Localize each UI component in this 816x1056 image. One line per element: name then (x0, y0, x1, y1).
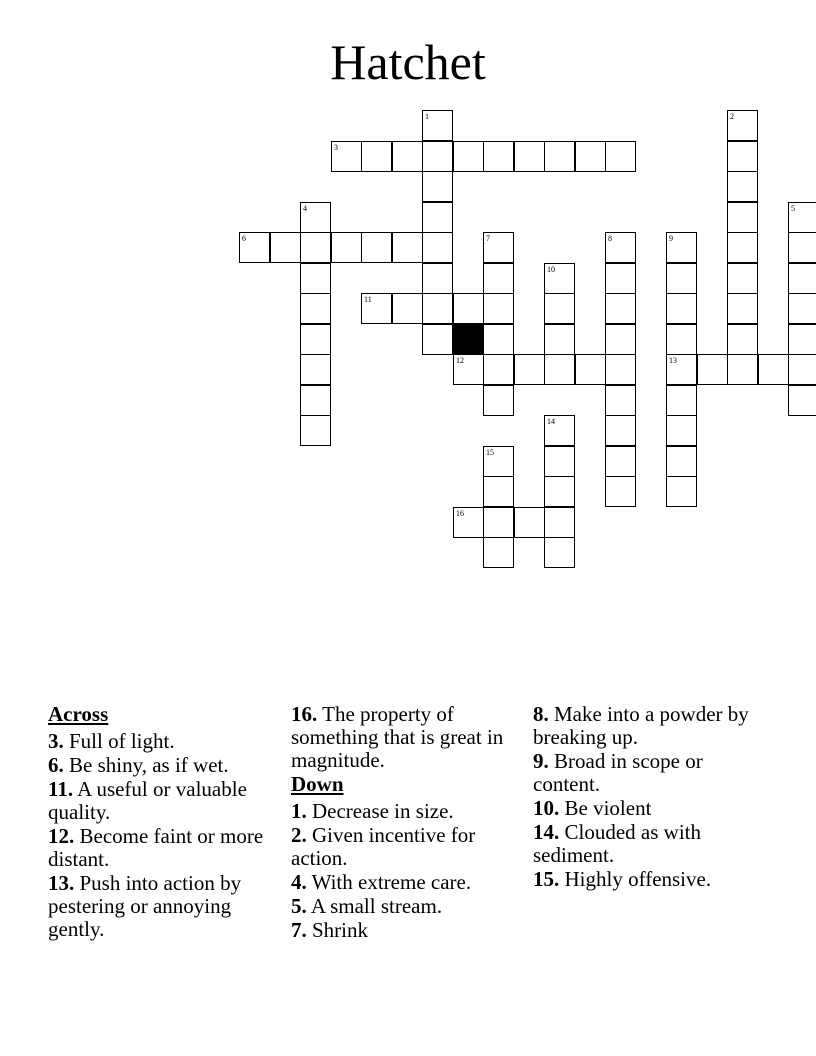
grid-cell[interactable] (422, 202, 453, 233)
grid-cell[interactable] (270, 232, 301, 263)
grid-cell[interactable] (453, 141, 484, 172)
clue-text: Clouded as with sediment. (533, 820, 701, 867)
clue-number-label: 5 (791, 204, 795, 213)
grid-cell[interactable] (727, 202, 758, 233)
grid-cell[interactable] (392, 141, 423, 172)
grid-cell[interactable] (666, 476, 697, 507)
grid-cell[interactable] (483, 141, 514, 172)
grid-cell[interactable] (788, 232, 816, 263)
grid-cell[interactable] (422, 141, 453, 172)
grid-cell[interactable] (788, 202, 816, 233)
grid-cell[interactable] (727, 232, 758, 263)
clue-number: 11. (48, 777, 74, 801)
grid-cell[interactable] (605, 415, 636, 446)
clue-item (291, 871, 529, 894)
clue-item (291, 703, 529, 772)
clue-number: 1. (291, 799, 307, 823)
grid-cell[interactable] (483, 385, 514, 416)
grid-cell[interactable] (483, 507, 514, 538)
clue-text: With extreme care. (306, 870, 472, 894)
grid-cell[interactable] (605, 476, 636, 507)
clue-number: 8. (533, 702, 549, 726)
grid-cell[interactable] (666, 385, 697, 416)
grid-cell[interactable] (727, 354, 758, 385)
black-square (453, 324, 484, 355)
clue-item (533, 821, 771, 867)
across-heading: Across (48, 702, 109, 726)
clue-item (533, 703, 771, 749)
grid-cell[interactable] (453, 354, 484, 385)
grid-cell[interactable] (422, 293, 453, 324)
grid-cell[interactable] (392, 293, 423, 324)
clues-column-2 (291, 703, 529, 943)
grid-cell[interactable] (483, 263, 514, 294)
clue-number-label: 3 (334, 143, 338, 152)
clue-item (291, 919, 529, 942)
clue-item (533, 750, 771, 796)
grid-cell[interactable] (453, 293, 484, 324)
clue-number-label: 13 (669, 356, 677, 365)
grid-cell[interactable] (605, 263, 636, 294)
grid-cell[interactable] (727, 263, 758, 294)
grid-cell[interactable] (422, 110, 453, 141)
grid-cell[interactable] (575, 354, 606, 385)
clue-number-label: 9 (669, 234, 673, 243)
grid-cell[interactable] (666, 446, 697, 477)
grid-cell[interactable] (605, 446, 636, 477)
across-clue-list-continued (291, 703, 529, 772)
grid-cell[interactable] (544, 293, 575, 324)
grid-cell[interactable] (483, 232, 514, 263)
clue-text: Full of light. (63, 729, 175, 753)
grid-cell[interactable] (483, 324, 514, 355)
clue-number: 5. (291, 894, 307, 918)
grid-cell[interactable] (544, 263, 575, 294)
grid-cell[interactable] (300, 415, 331, 446)
clue-item (48, 730, 286, 753)
grid-cell[interactable] (605, 141, 636, 172)
grid-cell[interactable] (605, 385, 636, 416)
clue-text: Broad in scope or content. (533, 749, 703, 796)
clue-item (291, 800, 529, 823)
grid-cell[interactable] (727, 110, 758, 141)
grid-cell[interactable] (788, 354, 816, 385)
clue-item (533, 868, 771, 891)
clue-number-label: 4 (303, 204, 307, 213)
clue-number: 10. (533, 796, 560, 820)
grid-cell[interactable] (422, 171, 453, 202)
grid-cell[interactable] (239, 232, 270, 263)
grid-cell[interactable] (666, 354, 697, 385)
grid-cell[interactable] (361, 293, 392, 324)
clue-number: 14. (533, 820, 560, 844)
clue-number: 13. (48, 871, 75, 895)
grid-cell[interactable] (544, 476, 575, 507)
grid-cell[interactable] (727, 171, 758, 202)
clue-text: Make into a powder by breaking up. (533, 702, 749, 749)
clue-text: Become faint or more distant. (48, 824, 264, 871)
grid-cell[interactable] (605, 354, 636, 385)
grid-cell[interactable] (514, 354, 545, 385)
clue-number: 16. (291, 702, 318, 726)
grid-cell[interactable] (544, 141, 575, 172)
clue-number-label: 1 (425, 112, 429, 121)
grid-cell[interactable] (514, 141, 545, 172)
grid-cell[interactable] (697, 354, 728, 385)
grid-cell[interactable] (453, 507, 484, 538)
clue-number: 9. (533, 749, 549, 773)
grid-cell[interactable] (666, 415, 697, 446)
clues-column-3 (533, 703, 771, 892)
grid-cell[interactable] (300, 263, 331, 294)
grid-cell[interactable] (483, 354, 514, 385)
clue-text: Push into action by pestering or annoying gently. (48, 871, 242, 941)
clue-text: A small stream. (306, 894, 443, 918)
clue-text: Be shiny, as if wet. (63, 753, 229, 777)
grid-cell[interactable] (727, 293, 758, 324)
grid-cell[interactable] (544, 415, 575, 446)
clue-item (291, 824, 529, 870)
clue-text: The property of something that is great in magnitude. (291, 702, 504, 772)
clue-number-label: 14 (547, 417, 555, 426)
puzzle-title: Hatchet (330, 34, 486, 90)
clue-text: A useful or valuable quality. (48, 777, 247, 824)
clue-item (48, 825, 286, 871)
grid-cell[interactable] (575, 141, 606, 172)
grid-cell[interactable] (361, 141, 392, 172)
grid-cell[interactable] (483, 446, 514, 477)
clue-text: Highly offensive. (559, 867, 712, 891)
grid-cell[interactable] (788, 324, 816, 355)
grid-cell[interactable] (666, 232, 697, 263)
clue-number-label: 11 (364, 295, 372, 304)
grid-cell[interactable] (300, 354, 331, 385)
clue-number: 3. (48, 729, 64, 753)
grid-cell[interactable] (300, 202, 331, 233)
clue-number: 4. (291, 870, 307, 894)
grid-cell[interactable] (758, 354, 789, 385)
clue-item (48, 778, 286, 824)
grid-cell[interactable] (483, 537, 514, 568)
clue-number-label: 6 (242, 234, 246, 243)
clue-number-label: 15 (486, 448, 494, 457)
grid-cell[interactable] (544, 537, 575, 568)
grid-cell[interactable] (605, 324, 636, 355)
clue-item (48, 872, 286, 941)
grid-cell[interactable] (727, 141, 758, 172)
grid-cell[interactable] (544, 354, 575, 385)
clue-number-label: 12 (456, 356, 464, 365)
grid-cell[interactable] (483, 476, 514, 507)
grid-cell[interactable] (788, 385, 816, 416)
clue-number-label: 2 (730, 112, 734, 121)
grid-cell[interactable] (422, 263, 453, 294)
clue-number-label: 7 (486, 234, 490, 243)
grid-cell[interactable] (514, 507, 545, 538)
grid-cell[interactable] (300, 385, 331, 416)
grid-cell[interactable] (666, 324, 697, 355)
grid-cell[interactable] (544, 324, 575, 355)
clue-number: 2. (291, 823, 307, 847)
grid-cell[interactable] (544, 507, 575, 538)
grid-cell[interactable] (422, 324, 453, 355)
grid-cell[interactable] (361, 232, 392, 263)
grid-cell[interactable] (544, 446, 575, 477)
grid-cell[interactable] (392, 232, 423, 263)
down-clue-list-continued (533, 703, 771, 891)
grid-cell[interactable] (605, 232, 636, 263)
grid-cell[interactable] (483, 293, 514, 324)
clue-number: 12. (48, 824, 75, 848)
clue-number-label: 10 (547, 265, 555, 274)
clues-column-1 (48, 703, 286, 942)
down-heading: Down (291, 772, 344, 796)
clue-item (533, 797, 771, 820)
clue-number-label: 8 (608, 234, 612, 243)
clue-item (48, 754, 286, 777)
clue-text: Given incentive for action. (291, 823, 476, 870)
clue-number: 7. (291, 918, 307, 942)
grid-cell[interactable] (666, 263, 697, 294)
grid-cell[interactable] (331, 232, 362, 263)
grid-cell[interactable] (331, 141, 362, 172)
grid-cell[interactable] (666, 293, 697, 324)
grid-cell[interactable] (605, 293, 636, 324)
across-clue-list (48, 730, 286, 941)
clue-number: 6. (48, 753, 64, 777)
grid-cell[interactable] (727, 324, 758, 355)
grid-cell[interactable] (300, 232, 331, 263)
grid-cell[interactable] (422, 232, 453, 263)
clue-text: Shrink (306, 918, 369, 942)
clue-text: Decrease in size. (306, 799, 454, 823)
clue-number: 15. (533, 867, 560, 891)
clue-item (291, 895, 529, 918)
down-clue-list (291, 800, 529, 942)
grid-cell[interactable] (300, 293, 331, 324)
grid-cell[interactable] (788, 293, 816, 324)
clue-number-label: 16 (456, 509, 464, 518)
grid-cell[interactable] (300, 324, 331, 355)
grid-cell[interactable] (788, 263, 816, 294)
clue-text: Be violent (559, 796, 652, 820)
